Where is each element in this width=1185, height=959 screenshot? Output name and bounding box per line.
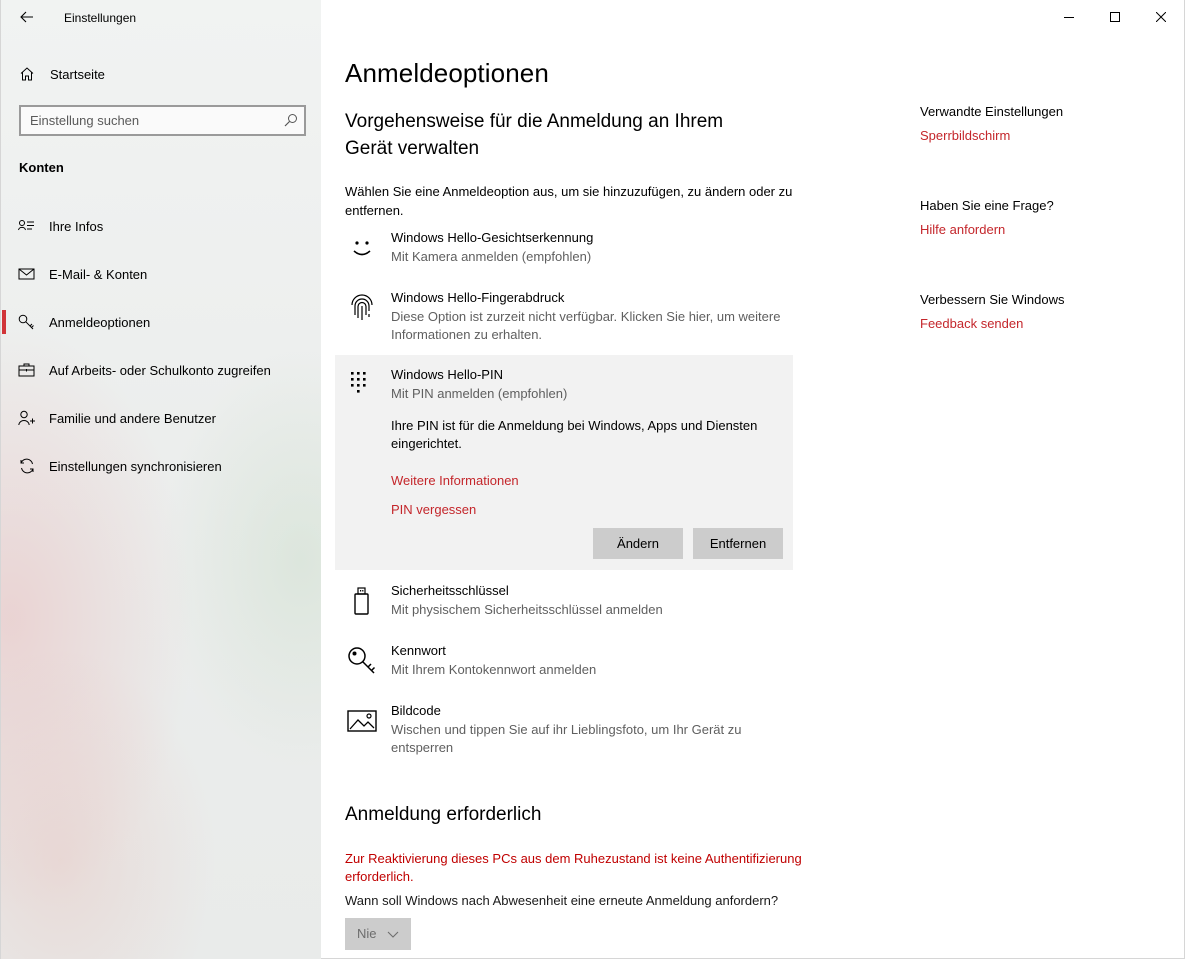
close-button[interactable] bbox=[1138, 0, 1184, 34]
help-group bbox=[920, 198, 1170, 237]
option-title: Kennwort bbox=[391, 643, 446, 658]
warning-text: Zur Reaktivierung dieses PCs aus dem Ruhezustand ist keine Authentifizierung erforderlich. bbox=[345, 851, 802, 884]
sidebar-item-label: E-Mail- & Konten bbox=[49, 267, 148, 282]
home-icon bbox=[19, 66, 35, 82]
more-info-link[interactable]: Weitere Informationen bbox=[391, 473, 519, 488]
sidebar-home-label: Startseite bbox=[50, 67, 105, 82]
remove-pin-button[interactable]: Entfernen bbox=[693, 528, 783, 559]
sidebar-item-email-konten[interactable] bbox=[1, 254, 322, 294]
feedback-group bbox=[920, 292, 1170, 331]
option-title: Windows Hello-Gesichtserkennung bbox=[391, 230, 594, 245]
related-settings-group bbox=[920, 104, 1170, 143]
sidebar bbox=[0, 0, 321, 959]
sidebar-item-label: Auf Arbeits- oder Schulkonto zugreifen bbox=[49, 363, 271, 378]
briefcase-icon bbox=[18, 362, 36, 378]
change-pin-button[interactable]: Ändern bbox=[593, 528, 683, 559]
get-help-link[interactable]: Hilfe anfordern bbox=[920, 222, 1006, 237]
sidebar-item-label: Familie und andere Benutzer bbox=[49, 411, 216, 426]
app-title: Einstellungen bbox=[64, 11, 137, 25]
option-desc: Mit PIN anmelden (empfohlen) bbox=[391, 386, 568, 401]
main-content bbox=[321, 0, 1185, 959]
chevron-down-icon bbox=[387, 929, 399, 939]
option-security-key[interactable] bbox=[335, 582, 793, 628]
question-text: Wann soll Windows nach Abwesenheit eine erneute Anmeldung anfordern? bbox=[345, 893, 779, 908]
option-desc: Mit Ihrem Kontokennwort anmelden bbox=[391, 662, 597, 677]
maximize-icon bbox=[1110, 12, 1120, 22]
option-pin[interactable] bbox=[335, 355, 793, 570]
option-desc: Mit Kamera anmelden (empfohlen) bbox=[391, 249, 592, 264]
window-controls bbox=[1046, 0, 1184, 34]
person-add-icon bbox=[18, 410, 36, 426]
option-desc: Diese Option ist zurzeit nicht verfügbar. Klicken Sie hier, um weitere Informationen zu erhalten. bbox=[391, 309, 781, 342]
sync-icon bbox=[18, 458, 36, 474]
send-feedback-link[interactable]: Feedback senden bbox=[920, 316, 1024, 331]
sidebar-item-label: Ihre Infos bbox=[49, 219, 104, 234]
page-subheading: Vorgehensweise für die Anmeldung an Ihrem Gerät verwalten bbox=[345, 111, 724, 159]
option-desc: Mit physischem Sicherheitsschlüssel anmelden bbox=[391, 602, 663, 617]
pin-keypad-icon bbox=[347, 369, 377, 399]
mail-icon bbox=[18, 266, 36, 282]
option-picture-password[interactable] bbox=[335, 702, 793, 760]
sidebar-item-label: Einstellungen synchronisieren bbox=[49, 459, 222, 474]
help-title: Haben Sie eine Frage? bbox=[920, 198, 1054, 213]
sidebar-item-arbeitskonto[interactable] bbox=[1, 350, 322, 390]
option-title: Windows Hello-PIN bbox=[391, 367, 503, 382]
intro-text: Wählen Sie eine Anmeldeoption aus, um sie hinzuzufügen, zu ändern oder zu entfernen. bbox=[345, 184, 793, 218]
page-title: Anmeldeoptionen bbox=[345, 58, 549, 88]
face-icon bbox=[347, 233, 377, 263]
option-title: Sicherheitsschlüssel bbox=[391, 583, 509, 598]
minimize-icon bbox=[1064, 12, 1074, 22]
fingerprint-icon bbox=[347, 293, 377, 323]
option-title: Windows Hello-Fingerabdruck bbox=[391, 290, 565, 305]
sidebar-item-familie[interactable] bbox=[1, 398, 322, 438]
close-icon bbox=[1156, 12, 1166, 22]
sidebar-item-label: Anmeldeoptionen bbox=[49, 315, 151, 330]
feedback-title: Verbessern Sie Windows bbox=[920, 292, 1065, 307]
search-icon[interactable] bbox=[284, 113, 298, 127]
minimize-button[interactable] bbox=[1046, 0, 1092, 34]
option-title: Bildcode bbox=[391, 703, 441, 718]
person-info-icon bbox=[18, 218, 36, 234]
section-title-sign-in-required: Anmeldung erforderlich bbox=[345, 804, 542, 825]
title-bar-left bbox=[1, 0, 322, 34]
sidebar-item-anmeldeoptionen[interactable] bbox=[1, 302, 322, 342]
usb-key-icon bbox=[347, 586, 377, 616]
password-key-icon bbox=[347, 646, 377, 676]
search-input[interactable] bbox=[21, 107, 271, 134]
back-arrow-icon bbox=[20, 11, 34, 23]
maximize-button[interactable] bbox=[1092, 0, 1138, 34]
dropdown-value: Nie bbox=[357, 926, 377, 941]
require-signin-dropdown[interactable] bbox=[345, 918, 411, 950]
related-title: Verwandte Einstellungen bbox=[920, 104, 1064, 119]
back-button[interactable] bbox=[11, 4, 43, 30]
sidebar-item-sync[interactable] bbox=[1, 446, 322, 486]
sidebar-section-label: Konten bbox=[19, 160, 64, 175]
pin-info-text: Ihre PIN ist für die Anmeldung bei Windows, Apps und Diensten eingerichtet. bbox=[391, 418, 758, 451]
option-desc: Wischen und tippen Sie auf ihr Lieblingsfoto, um Ihr Gerät zu entsperren bbox=[391, 722, 742, 755]
sidebar-item-ihre-infos[interactable] bbox=[1, 206, 322, 246]
option-password[interactable] bbox=[335, 642, 793, 688]
key-icon bbox=[18, 314, 36, 330]
forgot-pin-link[interactable]: PIN vergessen bbox=[391, 502, 477, 517]
lock-screen-link[interactable]: Sperrbildschirm bbox=[920, 128, 1011, 143]
picture-icon bbox=[347, 706, 377, 736]
search-box[interactable] bbox=[19, 105, 306, 136]
sidebar-home[interactable] bbox=[1, 56, 322, 92]
option-face-recognition[interactable] bbox=[335, 229, 793, 275]
option-fingerprint[interactable] bbox=[335, 289, 793, 347]
